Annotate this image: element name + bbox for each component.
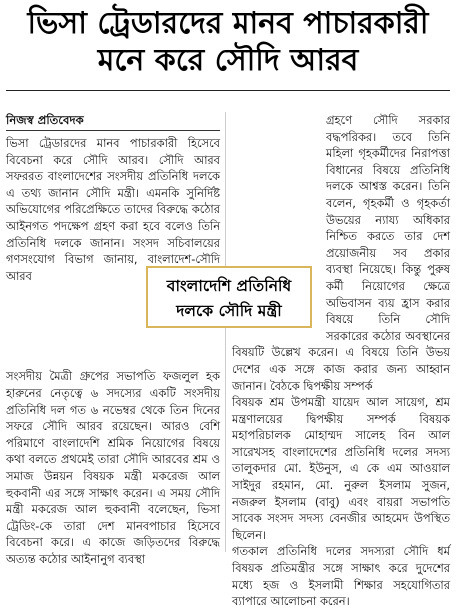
pullquote-line-1: বাংলাদেশি প্রতিনিধি [166,276,292,295]
left-column-paragraph-1: ভিসা ট্রেডারদের মানব পাচারকারী হিসেবে বিবেচনা করে সৌদি আরব। সৌদি আরব সফররত বাংলাদেশের সংসদীয় প্রতিনিধি দলকে এ তথ্য জানান সৌদি মন্ত্রী। এমনকি সুনির্দিষ্ট অভিযোগের পরিপ্রেক্ষিতে তাদের বিরুদ্ধে কঠোর আইনগত পদক্ষেপ গ্রহণ করা হবে বলেও তিনি প্রতিনিধি দলকে জানান। সংসদ সচিবালয়ের গণসংযোগ বিভাগ জানায়, বাংলাদেশ-সৌদি আরব [6,136,220,283]
pullquote-line-2: দলকে সৌদি মন্ত্রী [176,301,282,320]
right-column-paragraph-1 [232,112,450,394]
right-column-paragraph-2: বিষয়ক শ্রম উপমন্ত্রী যায়েদ আল সায়েগ, শ্রম মন্ত্রণালয়ের দ্বিপক্ষীয় সম্পর্ক বিষয়ক মহাপরিচালক মোহাম্মদ সালেহ বিন আল সারেখসহ বাংলাদেশের প্রতিনিধি দলের সদস্য তালুকদার মো. ইউনুস, এ কে এম আওয়াল সাইদুর রহমান, মো. নুরুল ইসলাম সুজন, নজরুল ইসলাম (বাবু) এবং বায়রা সভাপতি সাবেক সংসদ সদস্য বেনজীর আহমেদ উপস্থিত ছিলেন। [232,395,450,542]
headline-line-1: ভিসা ট্রেডারদের মানব পাচারকারী [27,6,429,41]
left-column-paragraph-2: সংসদীয় মৈত্রী গ্রুপের সভাপতি ফজলুল হক হারুনের নেতৃত্বে ৬ সদস্যের একটি সংসদীয় প্রতিনিধি দল গত ৬ নভেম্বর থেকে তিন দিনের সফরে সৌদি আরব রয়েছেন। আরও বেশি পরিমাণে বাংলাদেশি শ্রমিক নিয়োগের বিষয়ে কথা বলতে প্রথমেই তারা সৌদি আরবের শ্রম ও সমাজ উন্নয়ন বিষয়ক মন্ত্রী মকরেজ আল হুকবানী এর সঙ্গে সাক্ষাৎ করেন। এ সময় সৌদি মন্ত্রী মকরেজ আল হুকবানী বলেছেন, ভিসা ট্রেডিং-কে তারা দেশ মানবপাচার হিসেবে বিবেচনা করে। এ কাজে জড়িতদের বিরুদ্ধে অত্যন্ত কঠোর আইনানুগ ব্যবস্থা [6,369,220,566]
byline: নিজস্ব প্রতিবেদক [6,112,220,131]
headline [6,6,450,80]
right-column [232,112,450,609]
headline-divider [6,90,450,91]
left-column [6,112,220,566]
right-column-paragraph-1-text: গ্রহণে সৌদি সরকার বদ্ধপরিকর। তবে তিনি মহিলা গৃহকর্মীদের নিরাপত্তা বিধানের বিষয়ে প্রতিনিধি দলকে আশ্বস্ত করেন। তিনি বলেন, গৃহকর্মী ও গৃহকর্তা উভয়ের ন্যায্য অধিকার নিশ্চিত করতে তার দেশ প্রয়োজনীয় সব প্রকার ব্যবস্থা নিয়েছে। কিন্তু পুরুষ কর্মী নিয়োগের ক্ষেত্রে অভিবাসন ব্যয় হ্রাস করার বিষয়ে তিনি সৌদি সরকারের কঠোর অবস্থানের বিষয়টি উল্লেখ করেন। এ বিষয়ে তিনি উভয় দেশের এক সঙ্গে কাজ করার জন্য আহ্বান জানান। বৈঠকে দ্বিপক্ষীয় সম্পর্ক [232,113,450,393]
headline-line-2: মনে করে সৌদি আরব [97,43,359,78]
right-column-paragraph-3: গতকাল প্রতিনিধি দলের সদস্যরা সৌদি ধর্ম বিষয়ক প্রতিমন্ত্রীর সঙ্গে সাক্ষাৎ করে দুদেশের মধ্যে হজ ও ইসলামী শিক্ষার সহযোগিতার ব্যাপারে আলোচনা করেন। [232,544,450,609]
pullquote-box [146,266,312,328]
column-divider [225,112,226,552]
